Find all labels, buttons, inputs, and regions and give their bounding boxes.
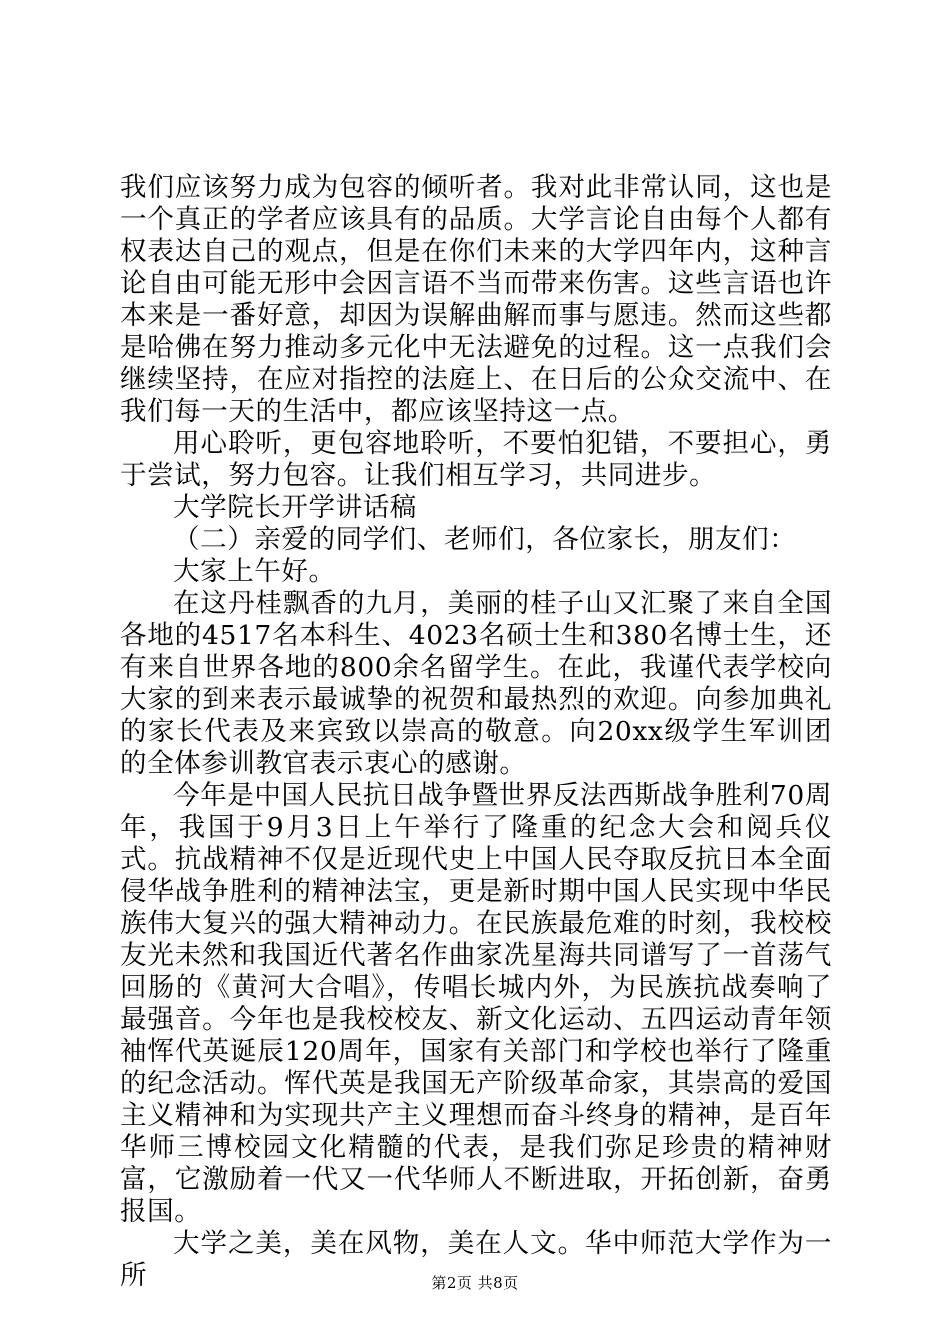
paragraph-welcome: 在这丹桂飘香的九月，美丽的桂子山又汇聚了来自全国各地的4517名本科生、4023名硕士生和380名博士生，还有来自世界各地的800余名留学生。在此，我谨代表学校向大家的到来表示最诚挚的祝贺和最热烈的欢迎。向参加典礼的家长代表及来宾致以崇高的敬意。向20xx级学生军训团的全体参训教官表示衷心的感谢。 <box>120 588 832 779</box>
paragraph-beauty: 大学之美，美在风物，美在人文。华中师范大学作为一所 <box>120 1228 832 1291</box>
paragraph-anniversary: 今年是中国人民抗日战争暨世界反法西斯战争胜利70周年，我国于9月3日上午举行了隆重的纪念大会和阅兵仪式。抗战精神不仅是近现代史上中国人民夺取反抗日本全面侵华战争胜利的精神法宝，更是新时期中国人民实现中华民族伟大复兴的强大精神动力。在民族最危难的时刻，我校校友光未然和我国近代著名作曲家冼星海共同谱写了一首荡气回肠的《黄河大合唱》，传唱长城内外，为民族抗战奏响了最强音。今年也是我校校友、新文化运动、五四运动青年领袖恽代英诞辰120周年，国家有关部门和学校也举行了隆重的纪念活动。恽代英是我国无产阶级革命家，其崇高的爱国主义精神和为实现共产主义理想而奋斗终身的精神，是百年华师三博校园文化精髓的代表，是我们弥足珍贵的精神财富，它激励着一代又一代华师人不断进取，开拓创新，奋勇报国。 <box>120 780 832 1227</box>
paragraph-listener: 我们应该努力成为包容的倾听者。我对此非常认同，这也是一个真正的学者应该具有的品质。大学言论自由每个人都有权表达自己的观点，但是在你们未来的大学四年内，这种言论自由可能无形中会因言语不当而带来伤害。这些言语也许本来是一番好意，却因为误解曲解而事与愿违。然而这些都是哈佛在努力推动多元化中无法避免的过程。这一点我们会继续坚持，在应对指控的法庭上、在日后的公众交流中、在我们每一天的生活中，都应该坚持这一点。 <box>120 172 832 427</box>
page-number: 第2页 共8页 <box>431 1274 519 1292</box>
section-title: 大学院长开学讲话稿 <box>173 492 417 523</box>
salutation: （二）亲爱的同学们、老师们，各位家长，朋友们： <box>173 524 797 555</box>
greeting: 大家上午好。 <box>173 556 336 587</box>
paragraph-listen-carefully: 用心聆听，更包容地聆听，不要怕犯错，不要担心，勇于尝试，努力包容。让我们相互学习，共同进步。 <box>120 428 832 491</box>
document-body <box>120 172 832 1292</box>
